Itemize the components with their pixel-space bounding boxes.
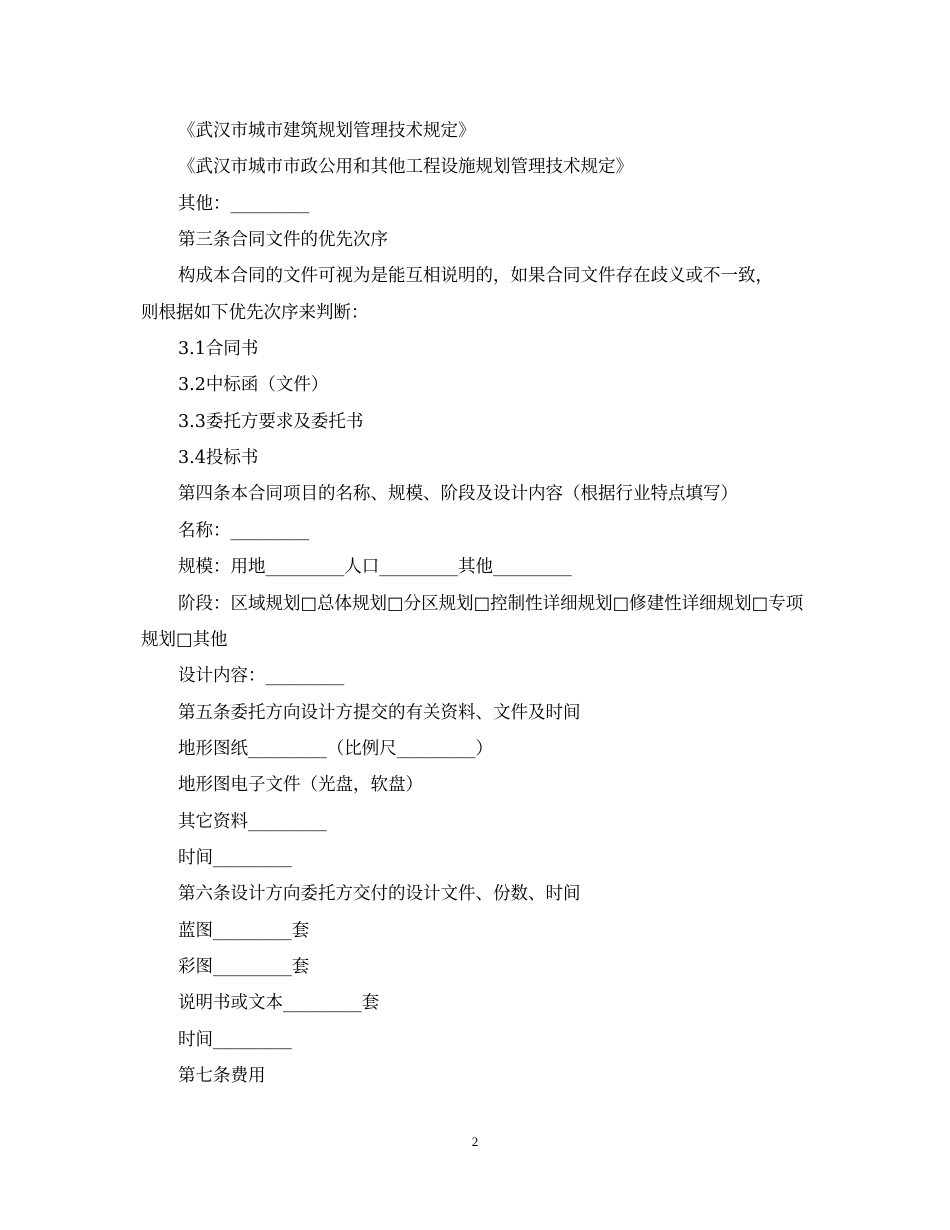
text-line: 规模：用地_________人口_________其他_________ — [178, 557, 572, 577]
text-line: 蓝图_________套 — [178, 921, 310, 941]
text-line: 规划□其他 — [141, 630, 228, 650]
text-line: 阶段：区域规划□总体规划□分区规划□控制性详细规划□修建性详细规划□专项 — [178, 594, 804, 614]
section-heading: 第四条本合同项目的名称、规模、阶段及设计内容（根据行业特点填写） — [178, 484, 738, 504]
text-line: 构成本合同的文件可视为是能互相说明的，如果合同文件存在歧义或不一致， — [178, 266, 773, 286]
list-item: 3.2中标函（文件） — [178, 375, 329, 395]
section-heading: 第五条委托方向设计方提交的有关资料、文件及时间 — [178, 703, 581, 723]
text-line: 《武汉市城市市政公用和其他工程设施规划管理技术规定》 — [178, 157, 633, 177]
text-line: 《武汉市城市建筑规划管理技术规定》 — [178, 121, 476, 141]
section-heading: 第七条费用 — [178, 1066, 266, 1086]
text-line: 彩图_________套 — [178, 957, 310, 977]
text-line: 说明书或文本_________套 — [178, 993, 380, 1013]
text-line: 名称：_________ — [178, 521, 310, 541]
list-item: 3.4投标书 — [178, 448, 259, 468]
text-line: 设计内容：_________ — [178, 666, 345, 686]
text-line: 地形图纸_________（比例尺_________） — [178, 739, 493, 759]
list-item: 3.3委托方要求及委托书 — [178, 412, 364, 432]
page-number: 2 — [471, 1134, 479, 1149]
text-line: 时间_________ — [178, 848, 292, 868]
text-line: 时间_________ — [178, 1030, 292, 1050]
text-line: 则根据如下优先次序来判断： — [141, 303, 369, 323]
text-line: 其他：_________ — [178, 194, 310, 214]
section-heading: 第六条设计方向委托方交付的设计文件、份数、时间 — [178, 884, 581, 904]
section-heading: 第三条合同文件的优先次序 — [178, 230, 388, 250]
text-line: 其它资料_________ — [178, 812, 327, 832]
text-line: 地形图电子文件（光盘，软盘） — [178, 775, 423, 795]
list-item: 3.1合同书 — [178, 339, 259, 359]
